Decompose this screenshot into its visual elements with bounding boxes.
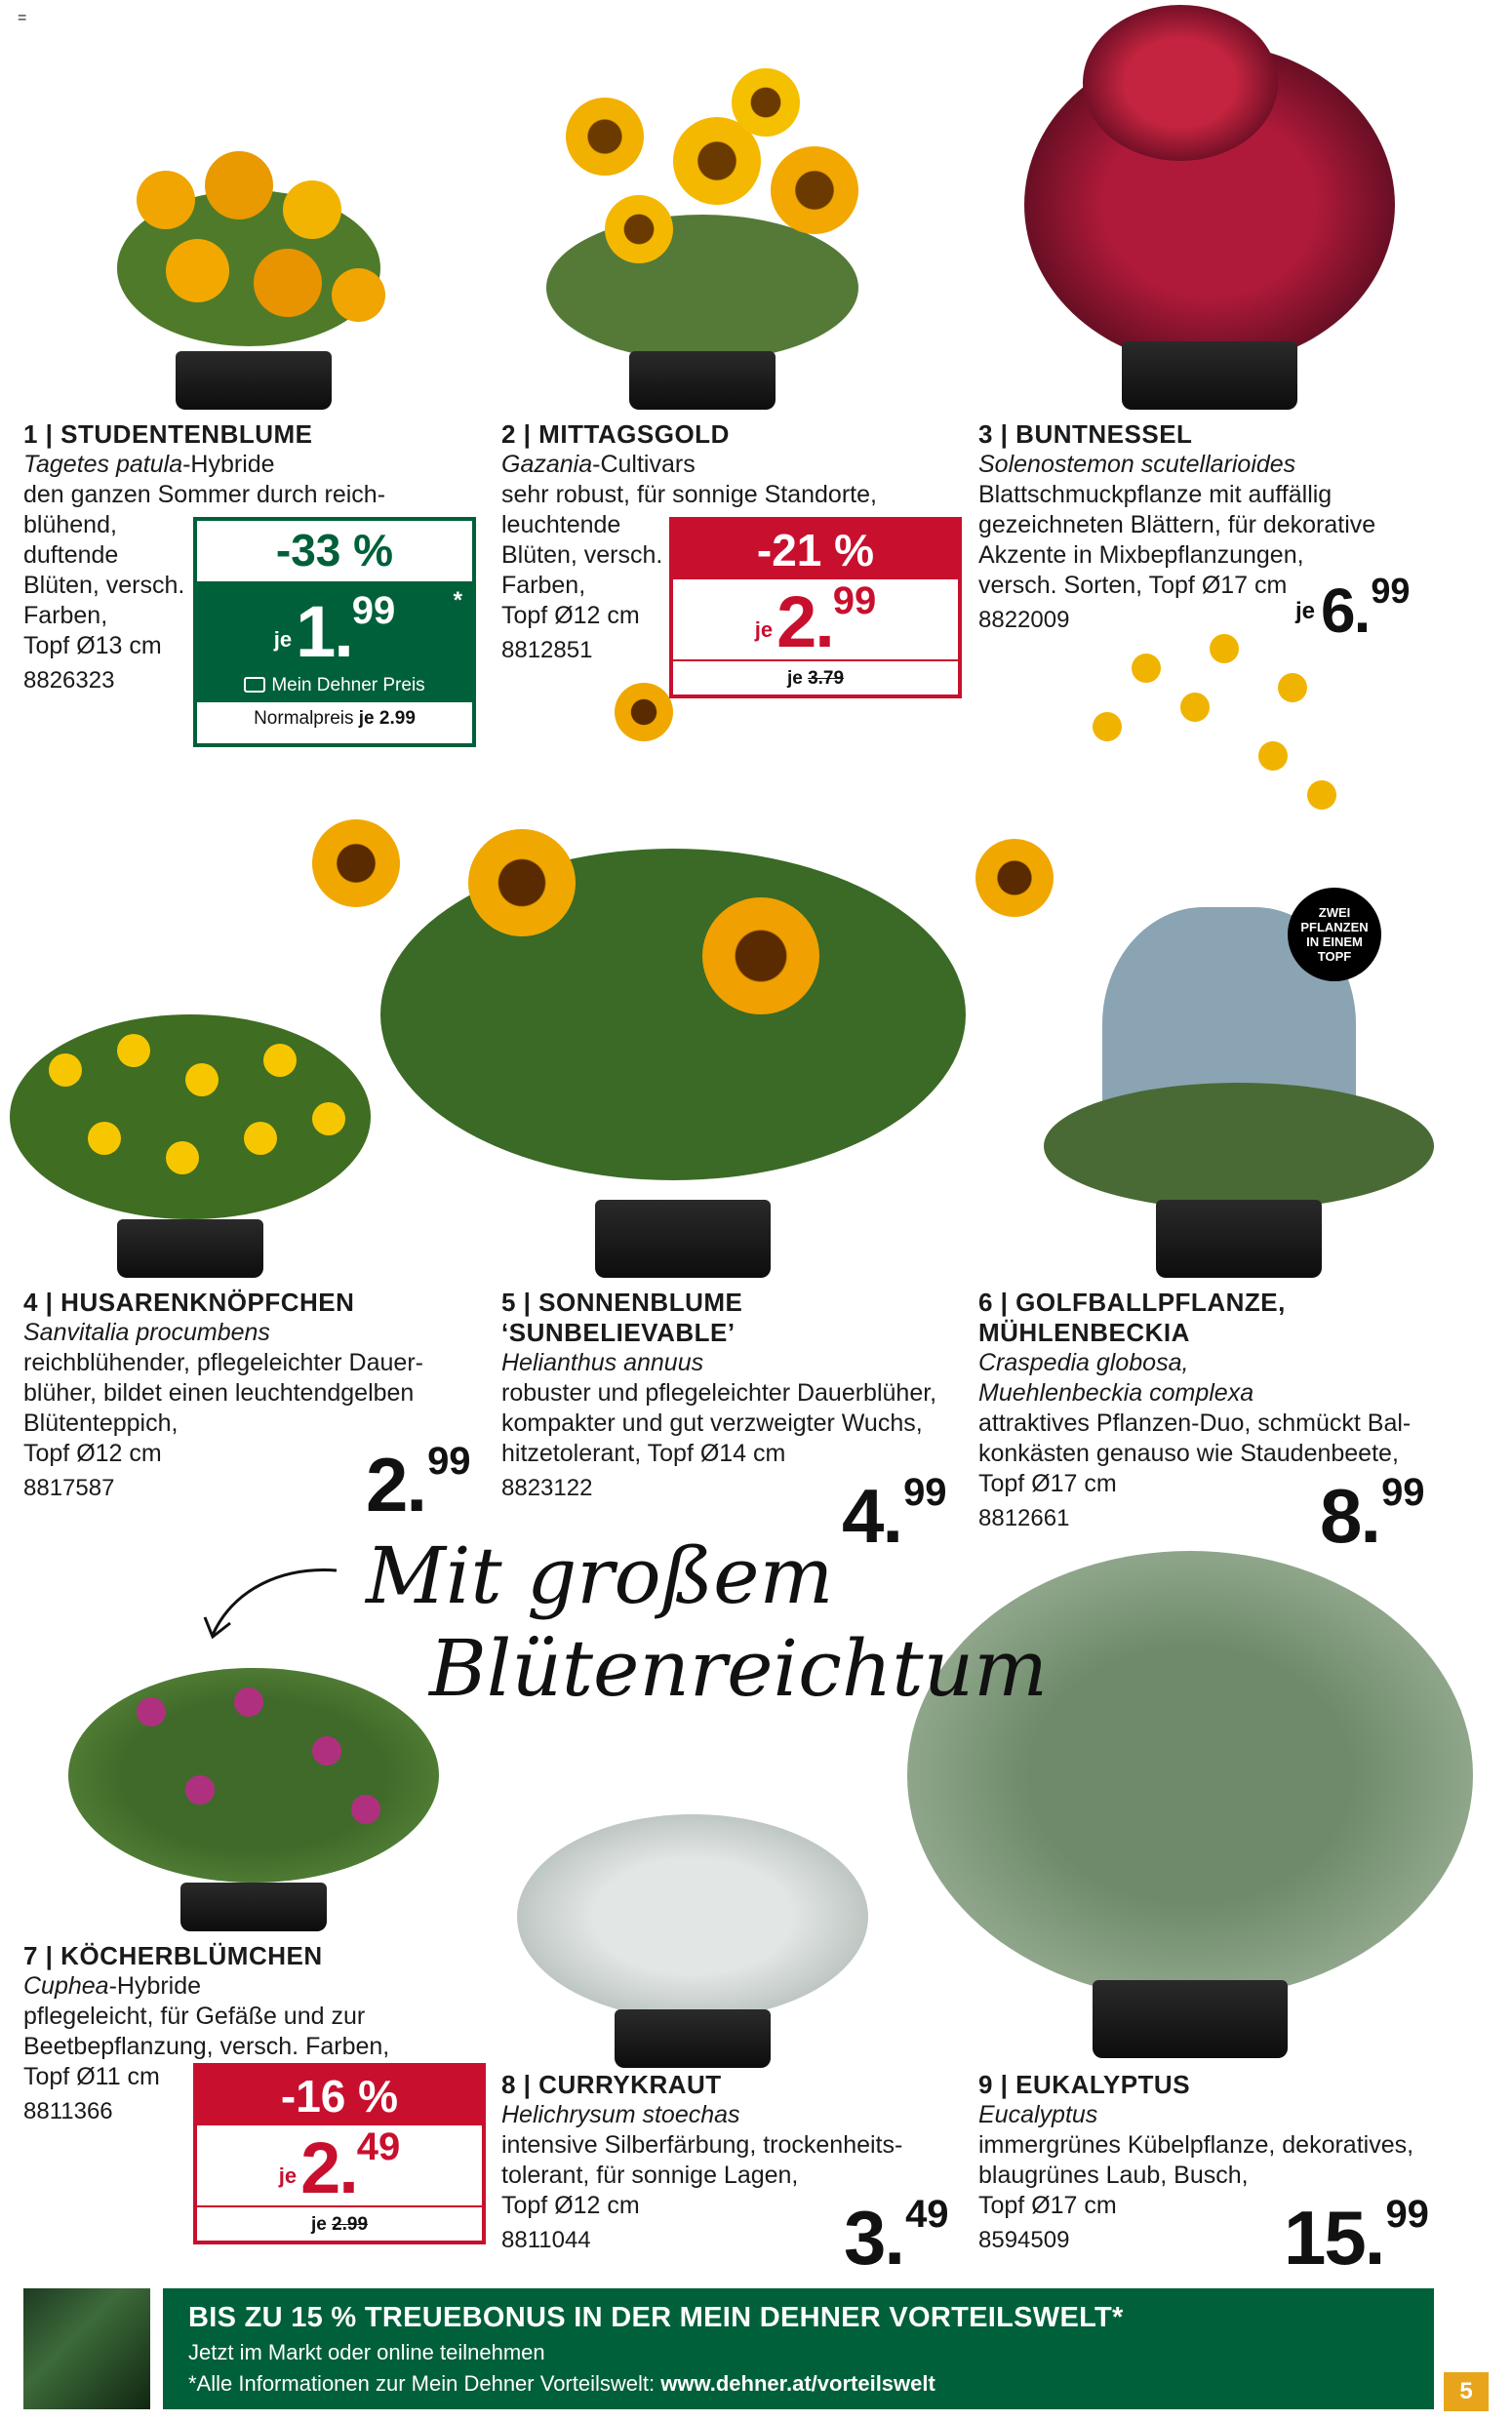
- product-3-line: gezeichneten Blättern, für dekorative: [978, 511, 1376, 538]
- product-1-line: duftende: [23, 541, 119, 569]
- normal-price-label: Normalpreis: [254, 708, 354, 729]
- product-6-sku: 8812661: [978, 1505, 1070, 1531]
- footer-leaf-image: [23, 2288, 150, 2409]
- loyalty-line-1: Jetzt im Markt oder online teilnehmen: [188, 2340, 545, 2364]
- curved-arrow-icon: [195, 1559, 341, 1647]
- discount-price: [197, 2125, 482, 2208]
- product-1-line: Farben,: [23, 602, 108, 629]
- product-2-sku: 8812851: [501, 637, 593, 663]
- product-image-golfballpflanze: [1015, 634, 1463, 1278]
- product-6-line: attraktives Pflanzen-Duo, schmückt Bal-: [978, 1409, 1412, 1437]
- product-2-line: sehr robust, für sonnige Standorte,: [501, 481, 877, 508]
- price-je: je: [754, 617, 774, 642]
- product-8-title: 8 | CURRYKRAUT: [501, 2070, 722, 2099]
- price-product-8: [844, 2193, 949, 2281]
- product-5-title: 5 | SONNENBLUME: [501, 1288, 743, 1317]
- product-6-line: konkästen genauso wie Staudenbeete,: [978, 1440, 1399, 1467]
- product-2-latin-suffix: -Cultivars: [592, 451, 696, 478]
- product-6-title-2: MÜHLENBECKIA: [978, 1318, 1190, 1347]
- product-8-sku: 8811044: [501, 2227, 591, 2253]
- product-1-line: blühend,: [23, 511, 117, 538]
- product-4-latin: Sanvitalia procumbens: [23, 1319, 270, 1346]
- discount-price: [673, 579, 958, 662]
- product-2-title: 2 | MITTAGSGOLD: [501, 419, 730, 449]
- product-1-line: Blüten, versch.: [23, 572, 185, 599]
- product-4-line: reichblühender, pflegeleichter Dauer-: [23, 1349, 423, 1376]
- loyalty-banner: [163, 2288, 1434, 2409]
- price-main: 3.: [844, 2195, 904, 2281]
- product-4-line: blüher, bildet einen leuchtendgelben: [23, 1379, 415, 1407]
- discount-percent: -33 %: [197, 521, 472, 581]
- product-8-line: intensive Silberfärbung, trockenheits-: [501, 2131, 903, 2159]
- product-8-line: tolerant, für sonnige Lagen,: [501, 2162, 799, 2189]
- product-1-line: den ganzen Sommer durch reich-: [23, 481, 386, 508]
- product-1-line: Topf Ø13 cm: [23, 632, 162, 659]
- discount-badge-2: [669, 517, 962, 698]
- normal-price-value: 2.99: [378, 708, 416, 729]
- product-9-line: Topf Ø17 cm: [978, 2192, 1117, 2219]
- price-cents: 99: [832, 579, 877, 622]
- product-4-line: Blütenteppich,: [23, 1409, 179, 1437]
- product-8-latin: Helichrysum stoechas: [501, 2101, 740, 2128]
- product-2-line: Blüten, versch.: [501, 541, 663, 569]
- old-price-je: je: [786, 668, 803, 689]
- product-2-line: Farben,: [501, 572, 586, 599]
- discount-percent: -16 %: [197, 2067, 482, 2125]
- product-6-latin: Craspedia globosa,: [978, 1349, 1189, 1376]
- loyalty-headline: BIS ZU 15 % TREUEBONUS IN DER MEIN DEHNER VORTEILSWELT*: [188, 2302, 1124, 2333]
- product-3-title: 3 | BUNTNESSEL: [978, 419, 1193, 449]
- product-2-latin: Gazania: [501, 451, 593, 478]
- card-icon: [244, 677, 265, 693]
- product-5-title-2: ‘SUNBELIEVABLE’: [501, 1318, 736, 1347]
- product-1-sku: 8826323: [23, 667, 115, 694]
- product-3-line: Blattschmuckpflanze mit auffällig: [978, 481, 1333, 508]
- product-7-latin-suffix: -Hybride: [108, 1972, 202, 2000]
- product-5-line: kompakter und gut verzweigter Wuchs,: [501, 1409, 923, 1437]
- price-main: 4.: [842, 1473, 902, 1559]
- price-main: 1.: [296, 591, 352, 672]
- price-cents: 99: [1385, 2193, 1429, 2236]
- product-7-line: pflegeleicht, für Gefäße und zur: [23, 2003, 366, 2030]
- handwriting-line-1: Mit großem: [366, 1530, 834, 1621]
- handwriting-line-2: Blütenreichtum: [429, 1623, 1048, 1714]
- old-price: [197, 2205, 482, 2241]
- product-6-latin-2: Muehlenbeckia complexa: [978, 1379, 1254, 1407]
- product-image-mittagsgold: [507, 59, 897, 410]
- product-7-line: Topf Ø11 cm: [23, 2063, 160, 2090]
- price-product-9: [1284, 2193, 1429, 2281]
- product-image-studentenblume: [98, 132, 410, 410]
- product-7-latin: Cuphea: [23, 1972, 109, 2000]
- price-je: je: [273, 627, 293, 652]
- product-5-line: hitzetolerant, Topf Ø14 cm: [501, 1440, 786, 1467]
- product-1-title: 1 | STUDENTENBLUME: [23, 419, 313, 449]
- price-cents: 99: [1381, 1471, 1425, 1514]
- product-6-line: Topf Ø17 cm: [978, 1470, 1117, 1497]
- price-main: 2.: [776, 581, 833, 662]
- product-5-line: robuster und pflegeleichter Dauerblüher,: [501, 1379, 937, 1407]
- product-5-sku: 8823122: [501, 1475, 593, 1501]
- discount-badge-7: [193, 2063, 486, 2244]
- price-je: je: [1295, 598, 1316, 624]
- product-3-line: Akzente in Mixbepflanzungen,: [978, 541, 1304, 569]
- product-image-buntnessel: [1005, 5, 1414, 410]
- product-1-latin: Tagetes patula: [23, 451, 183, 478]
- price-cents: 49: [905, 2193, 949, 2236]
- product-2-line: Topf Ø12 cm: [501, 602, 640, 629]
- discount-percent: -21 %: [673, 521, 958, 579]
- asterisk: *: [453, 587, 462, 614]
- old-price: [673, 659, 958, 695]
- product-6-title: 6 | GOLFBALLPFLANZE,: [978, 1288, 1286, 1317]
- product-image-currykraut: [507, 1814, 878, 2068]
- product-9-title: 9 | EUKALYPTUS: [978, 2070, 1191, 2099]
- product-7-title: 7 | KÖCHERBLÜMCHEN: [23, 1941, 323, 1970]
- product-3-sku: 8822009: [978, 607, 1070, 633]
- price-product-6: [1320, 1471, 1425, 1559]
- price-main: 2.: [300, 2127, 357, 2208]
- product-9-line: blaugrünes Laub, Busch,: [978, 2162, 1249, 2189]
- discount-price: [197, 581, 472, 702]
- normal-price: [197, 702, 472, 737]
- discount-badge-1: [193, 517, 476, 747]
- product-4-sku: 8817587: [23, 1475, 115, 1501]
- old-price-value: 2.99: [332, 2214, 369, 2235]
- product-5-latin: Helianthus annuus: [501, 1349, 704, 1376]
- old-price-je: je: [310, 2214, 327, 2235]
- loyalty-url-link[interactable]: www.dehner.at/vorteilswelt: [660, 2371, 935, 2396]
- price-cents: 99: [903, 1471, 947, 1514]
- product-9-latin: Eucalyptus: [978, 2101, 1098, 2128]
- page-number: 5: [1444, 2372, 1489, 2411]
- price-cents: 99: [1371, 571, 1411, 611]
- product-3-line: versch. Sorten, Topf Ø17 cm: [978, 572, 1288, 599]
- product-image-sonnenblume: [302, 683, 1063, 1278]
- two-plants-callout: ZWEI PFLANZEN IN EINEM TOPF: [1288, 888, 1381, 981]
- price-main: 6.: [1321, 575, 1370, 646]
- product-3-latin: Solenostemon scutellarioides: [978, 451, 1296, 478]
- price-main: 15.: [1284, 2195, 1384, 2281]
- product-4-line: Topf Ø12 cm: [23, 1440, 162, 1467]
- product-1-latin-suffix: -Hybride: [182, 451, 275, 478]
- product-image-koecherbluemchen: [59, 1648, 449, 1931]
- price-main: 8.: [1320, 1473, 1380, 1559]
- product-8-line: Topf Ø12 cm: [501, 2192, 640, 2219]
- price-main: 2.: [366, 1442, 426, 1528]
- product-7-sku: 8811366: [23, 2098, 113, 2124]
- product-2-line: leuchtende: [501, 511, 621, 538]
- menu-mark: =: [18, 10, 27, 26]
- price-product-3: [1295, 571, 1411, 646]
- old-price-value: 3.79: [808, 668, 845, 689]
- product-4-title: 4 | HUSARENKNÖPFCHEN: [23, 1288, 355, 1317]
- price-cents: 49: [356, 2125, 401, 2168]
- product-7-line: Beetbepflanzung, versch. Farben,: [23, 2033, 390, 2060]
- price-cents: 99: [427, 1440, 471, 1483]
- member-price-label: Mein Dehner Preis: [197, 675, 472, 696]
- normal-price-je: je: [358, 708, 375, 729]
- price-je: je: [278, 2163, 298, 2188]
- product-9-sku: 8594509: [978, 2227, 1070, 2253]
- price-product-4: [366, 1440, 471, 1528]
- price-product-5: [842, 1471, 947, 1559]
- loyalty-line-2: *Alle Informationen zur Mein Dehner Vorteilswelt: www.dehner.at/vorteilswelt: [188, 2371, 935, 2396]
- price-cents: 99: [351, 589, 396, 632]
- product-9-line: immergrünes Kübelpflanze, dekoratives,: [978, 2131, 1414, 2159]
